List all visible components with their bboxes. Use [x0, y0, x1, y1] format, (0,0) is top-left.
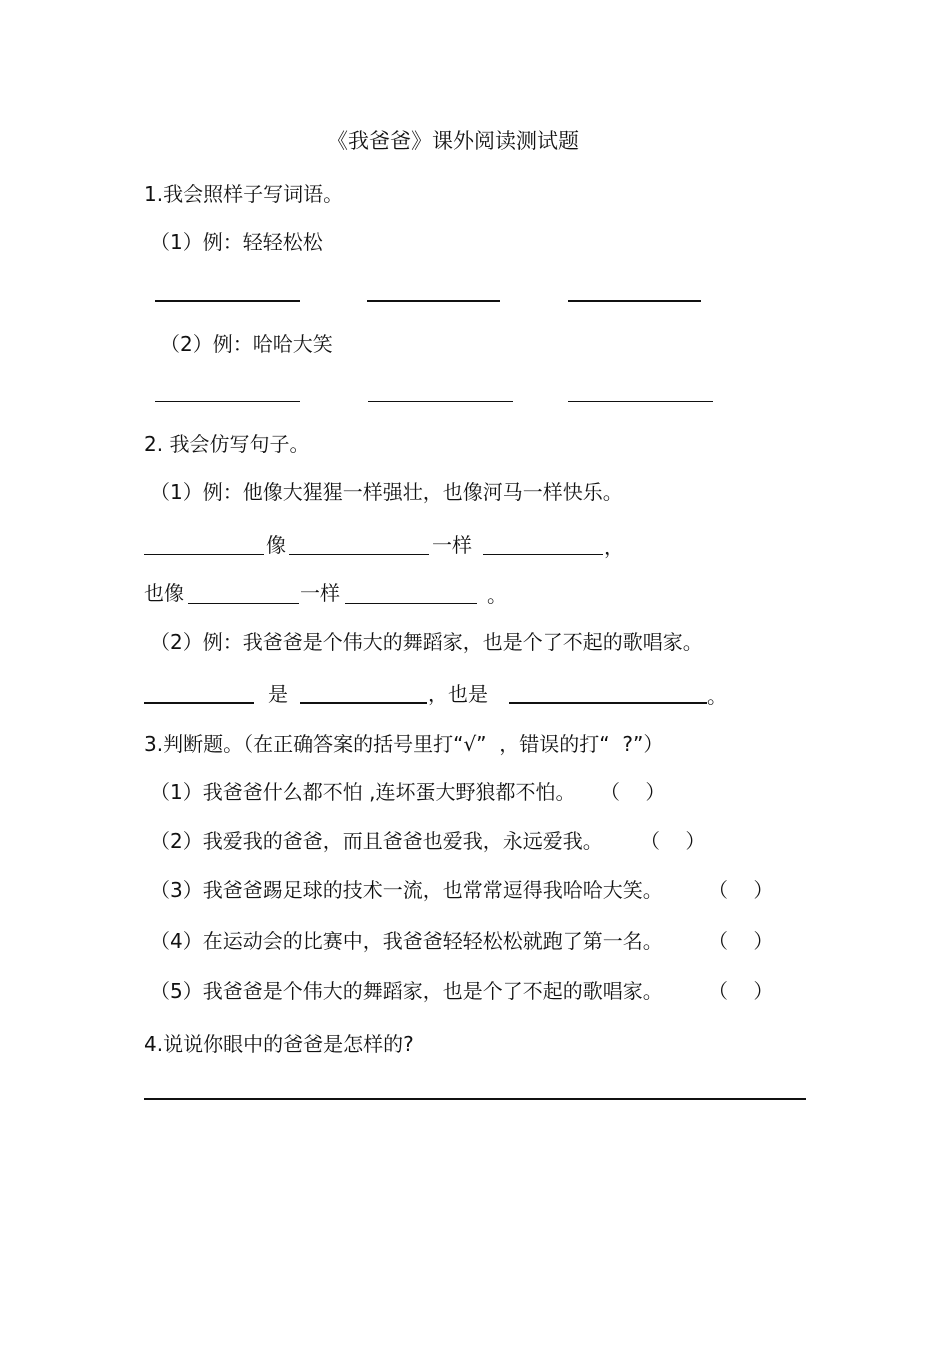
q1-blank-2b[interactable]	[368, 401, 513, 402]
q2-heading: 2. 我会仿写句子。	[144, 432, 310, 456]
q3-item-4: （4）在运动会的比赛中，我爸爸轻轻松松就跑了第一名。	[150, 929, 663, 953]
q2-blank-3c[interactable]	[509, 702, 707, 704]
q1-heading: 1.我会照样子写词语。	[144, 182, 344, 206]
q2-blank-1c[interactable]	[483, 554, 603, 555]
q3-answer-bracket-4[interactable]: （ ）	[708, 929, 774, 953]
q1-blank-1b[interactable]	[367, 300, 500, 302]
q2-blank-1b[interactable]	[289, 554, 429, 555]
q2-word-yeshi: ，也是	[428, 682, 488, 706]
q2-blank-3a[interactable]	[144, 702, 254, 704]
q3-answer-bracket-1[interactable]: （ ）	[600, 780, 666, 804]
q4-heading: 4.说说你眼中的爸爸是怎样的?	[144, 1032, 414, 1056]
q2-period-1: 。	[487, 583, 507, 607]
q3-answer-bracket-5[interactable]: （ ）	[708, 979, 774, 1003]
q4-answer-line[interactable]	[144, 1098, 806, 1100]
q1-example-2: （2）例：哈哈大笑	[160, 332, 333, 356]
q3-item-2: （2）我爱我的爸爸，而且爸爸也爱我，永远爱我。	[150, 829, 603, 853]
q1-blank-2a[interactable]	[155, 401, 300, 402]
q1-blank-2c[interactable]	[568, 401, 713, 402]
q2-example-2: （2）例：我爸爸是个伟大的舞蹈家，也是个了不起的歌唱家。	[150, 630, 703, 654]
q2-comma: ，	[604, 535, 624, 559]
q2-blank-1a[interactable]	[144, 554, 264, 555]
q2-blank-2b[interactable]	[345, 603, 477, 604]
page-title: 《我爸爸》课外阅读测试题	[327, 129, 579, 153]
q3-answer-bracket-3[interactable]: （ ）	[708, 878, 774, 902]
q2-word-yexiang: 也像	[144, 581, 184, 605]
q3-item-1: （1）我爸爸什么都不怕 ,连坏蛋大野狼都不怕。	[150, 780, 576, 804]
q2-word-shi: 是	[268, 682, 288, 706]
q2-blank-2a[interactable]	[188, 603, 299, 604]
q3-heading: 3.判断题。（在正确答案的括号里打“√” ，错误的打“ ?”）	[144, 732, 664, 756]
q2-period-2: 。	[707, 684, 727, 708]
q3-answer-bracket-2[interactable]: （ ）	[640, 829, 706, 853]
q1-blank-1c[interactable]	[568, 300, 701, 302]
q2-word-yiyang-2: 一样	[300, 581, 340, 605]
q2-word-yiyang-1: 一样	[432, 533, 472, 557]
q1-blank-1a[interactable]	[155, 300, 300, 302]
q2-word-xiang: 像	[266, 533, 286, 557]
q3-item-5: （5）我爸爸是个伟大的舞蹈家，也是个了不起的歌唱家。	[150, 979, 663, 1003]
q2-blank-3b[interactable]	[300, 702, 427, 704]
q3-item-3: （3）我爸爸踢足球的技术一流，也常常逗得我哈哈大笑。	[150, 878, 663, 902]
q1-example-1: （1）例：轻轻松松	[150, 230, 323, 254]
q2-example-1: （1）例：他像大猩猩一样强壮，也像河马一样快乐。	[150, 480, 623, 504]
